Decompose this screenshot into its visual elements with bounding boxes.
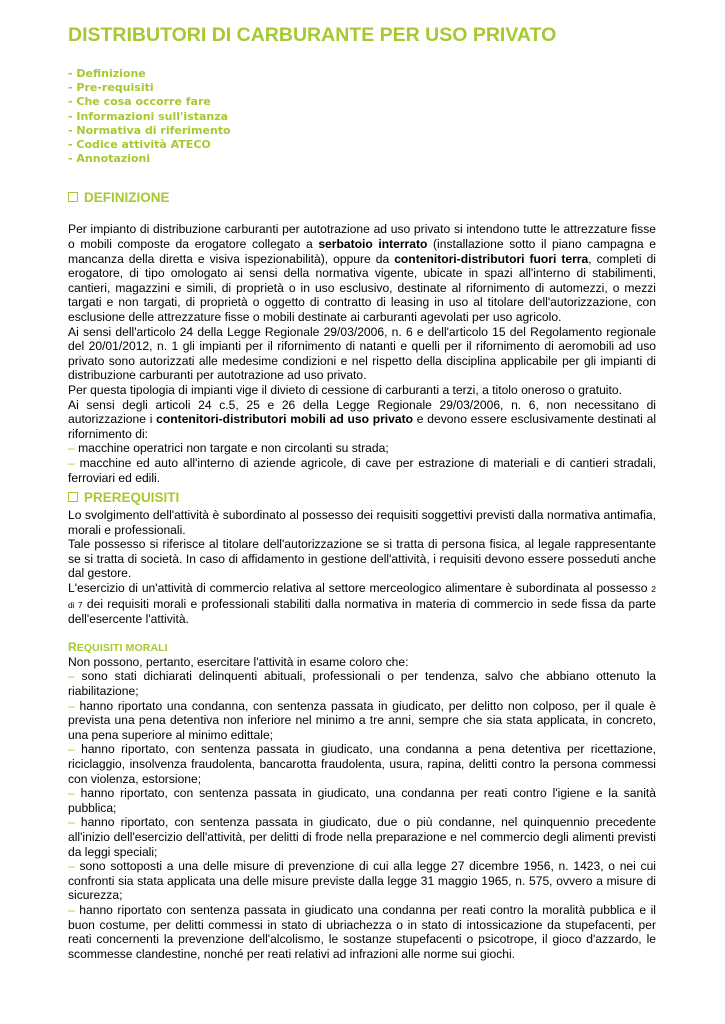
dash-bullet-icon: –	[68, 859, 75, 874]
dash-bullet-icon: –	[68, 902, 75, 917]
dash-bullet-icon: –	[68, 815, 75, 830]
definizione-paragraph-3: Per questa tipologia di impianti vige il divieto di cessione di carburanti a terzi, a titolo oneroso o gratuito.	[68, 382, 622, 397]
dash-bullet-icon: –	[68, 455, 75, 470]
toc-item-prerequisiti[interactable]: - Pre-requisiti	[68, 81, 154, 95]
toc-item-che-cosa-occorre-fare[interactable]: - Che cosa occorre fare	[68, 95, 211, 109]
dash-bullet-icon: –	[68, 669, 75, 684]
subsection-heading-label: REQUISITI MORALI	[68, 639, 168, 654]
document-page	[68, 24, 656, 961]
toc-item-normativa[interactable]: - Normativa di riferimento	[68, 123, 231, 137]
list-item: – hanno riportato con sentenza passata in giudicato una condanna per reati contro la moralità pubblica e il buon costume, per delitti commessi in stato di ubriachezza o in stato di intossicazione da stupefacenti, per reati concernenti la prevenzione dell'alcolismo, le sostanze stupefacenti o psicotrope, il gioco d'azzardo, le scommesse clandestine, nonché per reati relativi ad infrazioni alle norme sui giochi.	[68, 902, 656, 961]
empty-square-icon	[68, 192, 78, 202]
definizione-paragraph-2: Ai sensi dell'articolo 24 della Legge Regionale 29/03/2006, n. 6 e dell'articolo 15 del Regolamento regionale del 20/01/2012, n. 1 gli impianti per il rifornimento di natanti e quelli per il rifornimento di aeromobili ad uso privato sono autorizzati alle medesime condizioni e nel rispetto della disciplina applicabile per gli impianti di distribuzione carburanti per autotrazione ad uso privato.	[68, 324, 656, 383]
toc-item-codice-ateco[interactable]: - Codice attività ATECO	[68, 138, 211, 152]
table-of-contents	[68, 67, 656, 166]
toc-item-definizione[interactable]: - Definizione	[68, 67, 146, 80]
prerequisiti-paragraph-2: Tale possesso si riferisce al titolare dell'autorizzazione se si tratta di persona fisica, al legale rappresentante se si tratta di società. In caso di affidamento in gestione dell'attività, i requisiti devono essere posseduti anche dal gestore.	[68, 537, 656, 581]
section-heading-definizione	[68, 188, 656, 206]
toc-item-informazioni-istanza[interactable]: - Informazioni sull'istanza	[68, 109, 229, 123]
prerequisiti-paragraph-3: L'esercizio di un'attività di commercio relativa al settore merceologico alimentare è subordinata al possesso 2 di 7 dei requisiti morali e professionali stabiliti dalla normativa in materia di commercio in sede fissa da parte dell'esercente l'attività.	[68, 581, 656, 627]
subsection-heading-requisiti-morali	[68, 641, 656, 654]
list-item: – hanno riportato, con sentenza passata in giudicato, due o più condanne, nel quinquennio precedente all'inizio dell'esercizio dell'attività, per delitti di frode nella preparazione e nel commercio degli alimenti previsti da leggi speciali;	[68, 815, 656, 859]
section-heading-label: PREREQUISITI	[84, 489, 180, 505]
dash-bullet-icon: –	[68, 698, 75, 713]
list-item: – sono stati dichiarati delinquenti abituali, professionali o per tendenza, salvo che abbiano ottenuto la riabilitazione;	[68, 669, 656, 699]
dash-bullet-icon: –	[68, 742, 75, 757]
list-item: – hanno riportato, con sentenza passata in giudicato, una condanna per reati contro l'igiene e la sanità pubblica;	[68, 786, 656, 815]
list-item: – hanno riportato, con sentenza passata in giudicato, una condanna a pena detentiva per ricettazione, riciclaggio, insolvenza fraudolenta, bancarotta fraudolenta, usura, rapina, delitti contro la persona commessi con violenza, estorsione;	[68, 742, 656, 786]
page-title: DISTRIBUTORI DI CARBURANTE PER USO PRIVATO	[68, 24, 557, 46]
list-item: – sono sottoposti a una delle misure di prevenzione di cui alla legge 27 dicembre 1956, n. 1423, o nei cui confronti sia stata applicata una delle misure previste dalla legge 31 maggio 1965, n. 575, ovvero a misure di sicurezza;	[68, 859, 656, 903]
dash-bullet-icon: –	[68, 786, 75, 801]
requisiti-morali-intro: Non possono, pertanto, esercitare l'attività in esame coloro che:	[68, 654, 409, 669]
dash-bullet-icon: –	[68, 441, 75, 456]
page-number: 2 di 7	[68, 584, 656, 610]
section-heading-label: DEFINIZIONE	[84, 189, 170, 205]
definizione-paragraph-1: Per impianto di distribuzione carburanti per autotrazione ad uso privato si intendono tutte le attrezzature fisse o mobili composte da erogatore collegato a serbatoio interrato (installazione sotto il piano campagna e mancanza della diretta e visiva ispezionabilità), oppure da contenitori-distributori fuori terra, completi di erogatore, di tipo omologato ai sensi della normativa vigente, ubicate in spazi all'interno di stabilimenti, cantieri, magazzini e simili, di proprietà o in uso esclusivo, destinate al rifornimento di automezzi, o mezzi targati e non targati, di proprietà o oggetto di contratto di leasing in uso al titolare dell'autorizzazione, con esclusione delle attrezzature fisse o mobili destinate ai carburanti agevolati per uso agricolo.	[68, 222, 656, 324]
definizione-paragraph-4: Ai sensi degli articoli 24 c.5, 25 e 26 della Legge Regionale 29/03/2006, n. 6, non necessitano di autorizzazione i contenitori-distributori mobili ad uso privato e devono essere esclusivamente destinati al rifornimento di:	[68, 397, 657, 441]
list-item: – macchine ed auto all'interno di aziende agricole, di cave per estrazione di materiali e di cantieri stradali, ferroviari ed edili.	[68, 455, 656, 485]
toc-item-annotazioni[interactable]: - Annotazioni	[68, 152, 151, 166]
list-item: – hanno riportato una condanna, con sentenza passata in giudicato, per delitto non colposo, per il quale è prevista una pena detentiva non inferiore nel minimo a tre anni, sempre che sia stata applicata, in concreto, una pena superiore al minimo edittale;	[68, 698, 656, 742]
section-heading-prerequisiti	[68, 488, 656, 506]
prerequisiti-paragraph-1: Lo svolgimento dell'attività è subordinato al possesso dei requisiti soggettivi previsti dalla normativa antimafia, morali e professionali.	[68, 508, 656, 537]
list-item: – macchine operatrici non targate e non circolanti su strada;	[68, 441, 389, 456]
empty-square-icon	[68, 492, 78, 502]
